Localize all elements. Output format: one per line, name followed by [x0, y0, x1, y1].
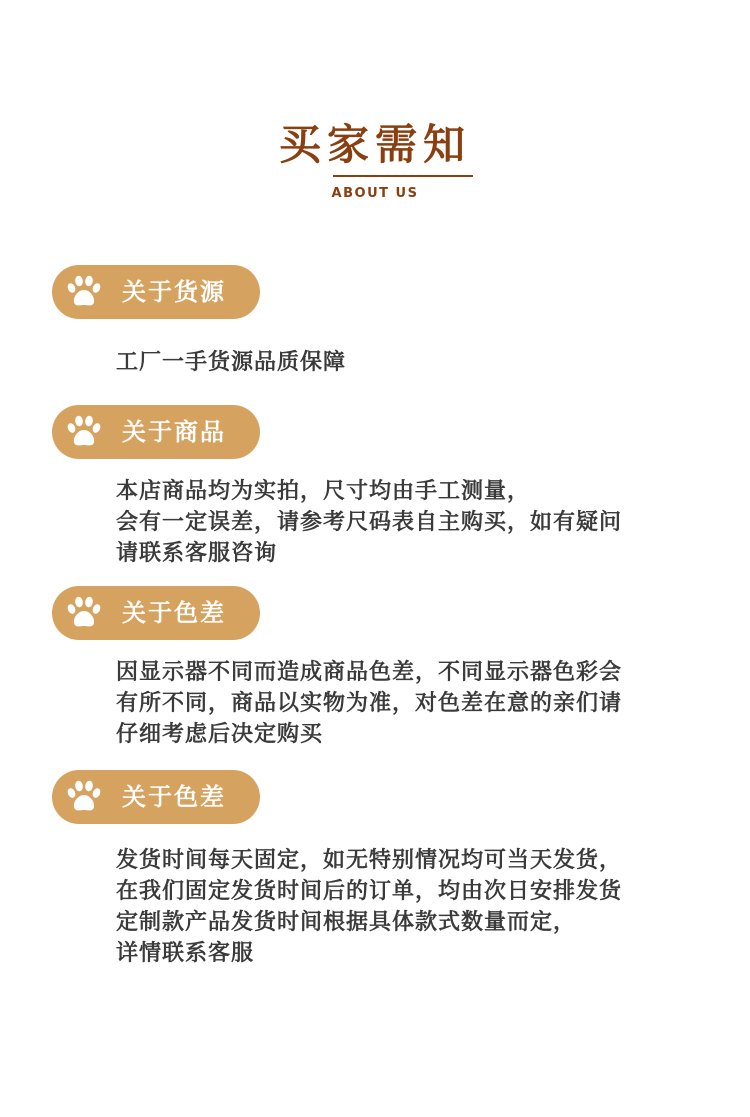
section-body-product — [116, 476, 716, 569]
section-title: 关于货源 — [122, 278, 226, 306]
section-body-color — [116, 657, 716, 750]
section-title: 关于色差 — [122, 783, 226, 811]
section-body-shipping — [116, 845, 716, 969]
section-head-shipping — [52, 770, 260, 824]
section-title: 关于商品 — [122, 418, 226, 446]
body-line: 仔细考虑后决定购买 — [116, 722, 324, 747]
paw-icon — [66, 595, 102, 631]
body-line: 本店商品均为实拍，尺寸均由手工测量， — [116, 479, 531, 504]
section-head-product — [52, 405, 260, 459]
body-line: 发货时间每天固定，如无特别情况均可当天发货， — [116, 848, 623, 873]
section-title: 关于色差 — [122, 599, 226, 627]
page-header — [0, 0, 750, 230]
body-line: 因显示器不同而造成商品色差，不同显示器色彩会 — [116, 660, 623, 685]
page-subtitle: ABOUT US — [331, 186, 419, 201]
paw-icon — [66, 779, 102, 815]
body-line: 详情联系客服 — [116, 941, 255, 966]
body-line: 有所不同，商品以实物为准，对色差在意的亲们请 — [116, 691, 623, 716]
body-line: 会有一定误差，请参考尺码表自主购买，如有疑问 — [116, 510, 623, 535]
body-line: 请联系客服咨询 — [116, 541, 278, 566]
paw-icon — [66, 274, 102, 310]
body-line: 在我们固定发货时间后的订单，均由次日安排发货 — [116, 879, 623, 904]
section-head-color — [52, 586, 260, 640]
body-line: 工厂一手货源品质保障 — [116, 350, 347, 375]
section-body-source — [116, 347, 716, 378]
title-underline — [333, 175, 473, 177]
paw-icon — [66, 414, 102, 450]
page-title: 买家需知 — [278, 120, 471, 169]
section-head-source — [52, 265, 260, 319]
body-line: 定制款产品发货时间根据具体款式数量而定， — [116, 910, 577, 935]
